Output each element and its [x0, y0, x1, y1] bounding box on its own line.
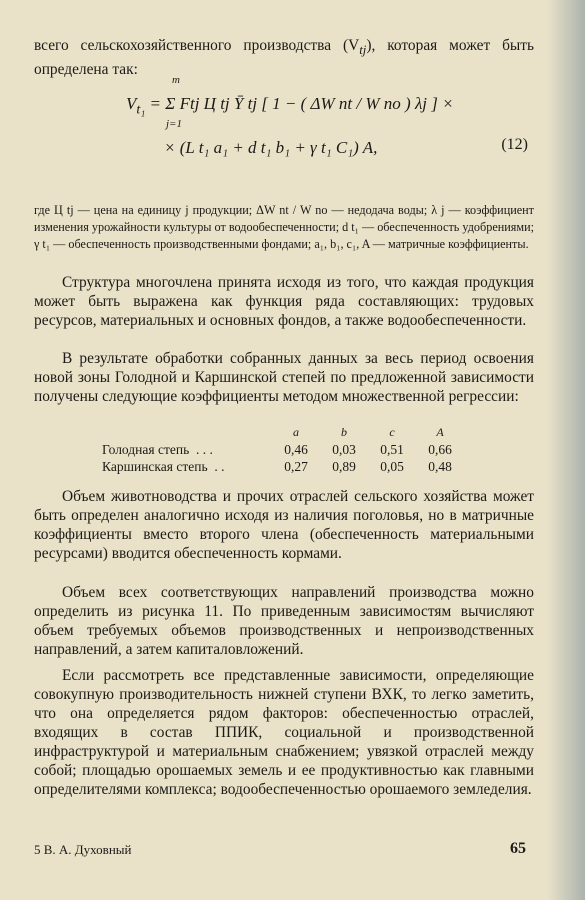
sum-upper-limit: m — [172, 74, 180, 86]
row-label: Каршинская степь — [102, 459, 208, 474]
table-header: a — [293, 425, 299, 439]
table-cell: 0,05 — [380, 459, 404, 474]
paragraph-production: Объем всех соответствующих направлений производства можно определить из рисунка 11. По приведенным зависимостям вычисляют объем требуемых объемов производственных и непроизводственных направлений, а затем капиталовложений. — [34, 584, 534, 658]
paragraph-structure: Структура многочлена принята исходя из того, что каждая продукция может быть выражена как функция ряда составляющих: трудовых ресурсов, материальных и основных фондов, а также водообеспеченности. — [34, 274, 534, 329]
table-row: Голодная степь . . . 0,46 0,03 0,51 0,66 — [100, 441, 464, 458]
paragraph-livestock: Объем животноводства и прочих отраслей сельского хозяйства может быть определен аналогично исходя из наличия поголовья, но в матричные коэффициенты вместо второго члена (обеспеченность материальными ресурсами) вводится обеспеченность кормами. — [34, 488, 534, 562]
page-number: 65 — [510, 840, 526, 857]
formula-12 — [34, 74, 534, 192]
table-cell: 0,66 — [428, 442, 452, 457]
formula-line-2: × (L t₁ a₁ + d t₁ b₁ + γ t₁ C₁) A, — [164, 138, 378, 157]
table-cell: 0,89 — [332, 459, 356, 474]
table-header: A — [436, 425, 444, 439]
table-cell: 0,46 — [284, 442, 308, 457]
row-label: Голодная степь — [102, 442, 190, 457]
paragraph-results: В результате обработки собранных данных за весь период освоения новой зоны Голодной и Каршинской степей по предложенной зависимости получены следующие коэффициенты методом множественной регрессии: — [34, 350, 534, 405]
table-header: b — [341, 425, 347, 439]
table-cell: 0,27 — [284, 459, 308, 474]
table-row: Каршинская степь . . 0,27 0,89 0,05 0,48 — [100, 458, 464, 475]
intro-text: всего сельскохозяйственного производства $(V_{tj})$, которая может быть определена так: — [34, 37, 534, 79]
formula-line-1: $V_{t_1} = \Sigma$ Ftj Ц tj Ȳ tj [ 1 − ( ΔW nt / W no ) λj ] × — [126, 94, 454, 118]
page-footer — [34, 842, 534, 858]
page-edge-shadow — [547, 0, 585, 900]
sum-lower-limit: j=1 — [166, 118, 182, 130]
coefficients-table — [100, 424, 500, 475]
table-cell: 0,51 — [380, 442, 404, 457]
table-header-row — [100, 424, 464, 441]
table-header: c — [389, 425, 395, 439]
definitions-text: где Ц tj — цена на единицу j продукции; ΔW nt / W no — недодача воды; λ j — коэффициент изменения урожайности культуры от водообеспеченности; d t₁ — обеспеченность удобрениями; γ t₁ — обеспеченность производственными фондами; a₁, b₁, c₁, A — матричные коэффициенты. — [34, 203, 534, 252]
paragraph-factors: Если рассмотреть все представленные зависимости, определяющие совокупную производительность нижней ступени ВХК, то легко заметить, что она определяется рядом факторов: обеспеченностью отраслей, входящих в состав ППИК, социальной и производственной инфраструктурой и материальным снабжением; увязкой отраслей между собой; площадью орошаемых земель и ее продуктивностью как главными определителями комплекса; водообеспеченностью орошаемого земледелия. — [34, 667, 534, 798]
equation-number: (12) — [501, 136, 528, 153]
table-cell: 0,48 — [428, 459, 452, 474]
table-cell: 0,03 — [332, 442, 356, 457]
footer-signature: 5 В. А. Духовный — [34, 842, 132, 857]
